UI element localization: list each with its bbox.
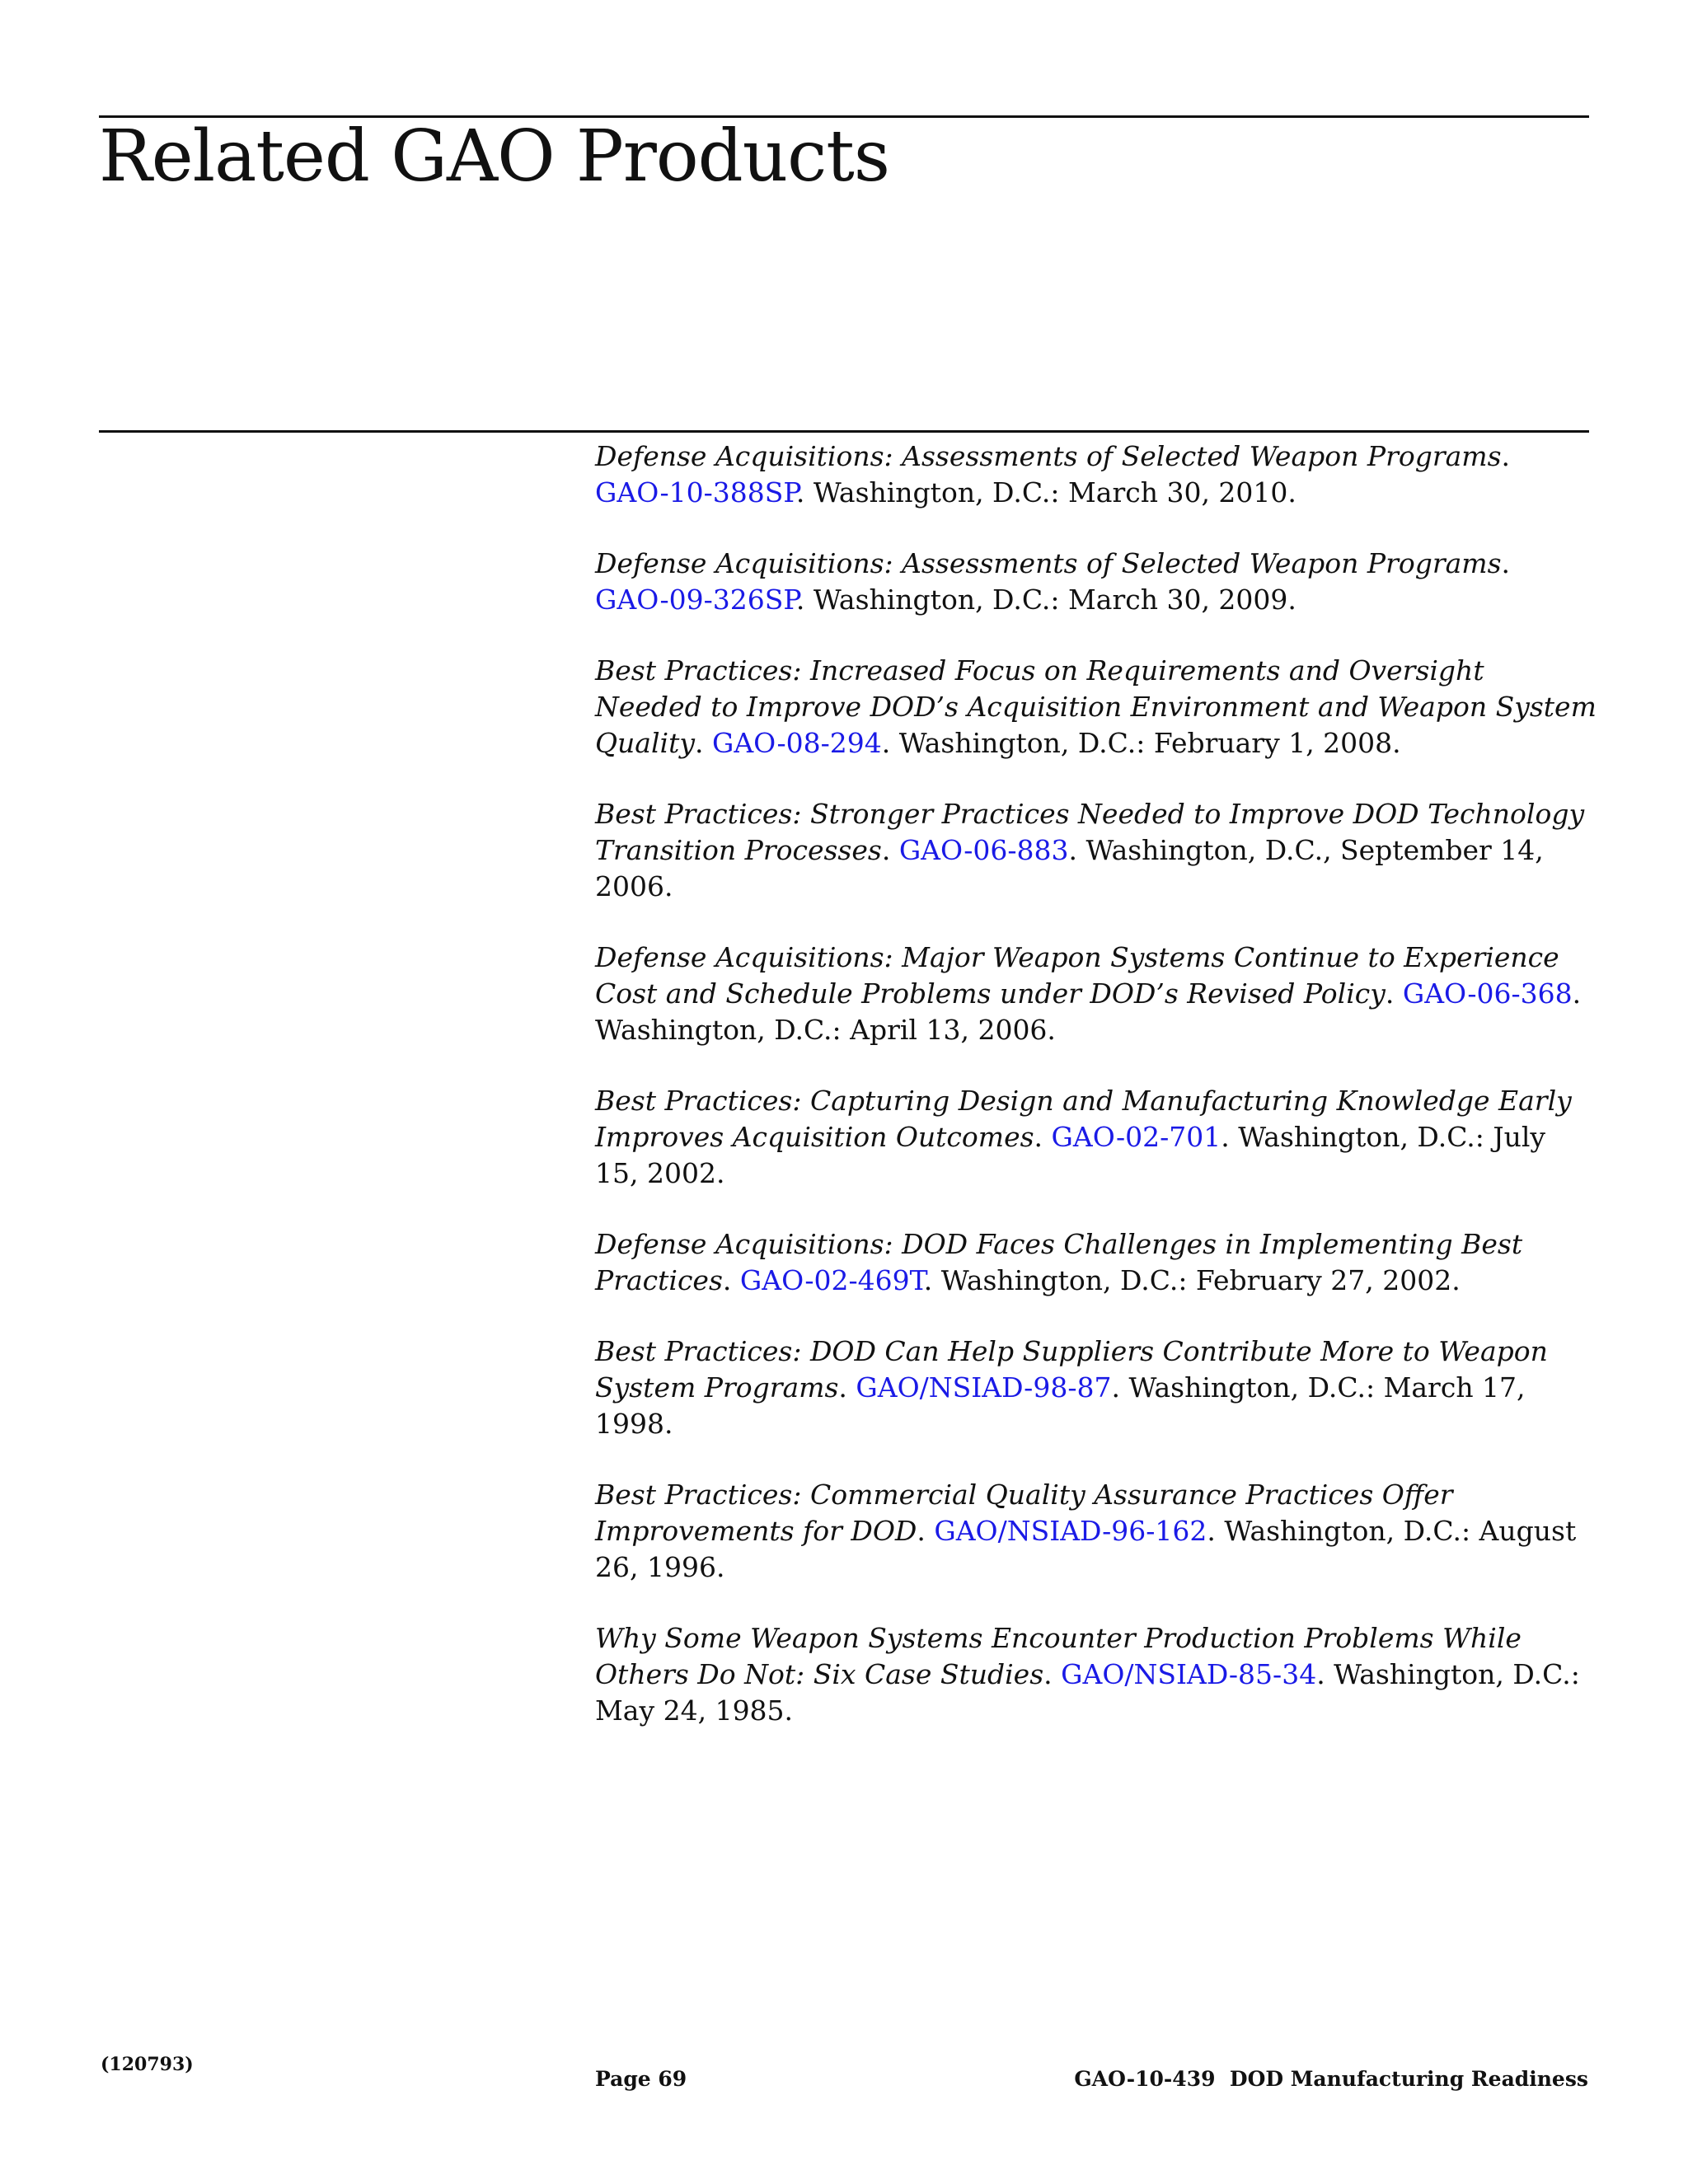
reference-item [595, 1226, 1597, 1299]
reference-item [595, 546, 1597, 618]
reference-location-date: . Washington, D.C.: February 1, 2008. [881, 727, 1401, 759]
reference-title-punct: . [838, 1371, 856, 1404]
reference-title: Defense Acquisitions: Major Weapon Systems Continue to Experience Cost and Schedule Problems under DOD’s Revised Policy [595, 941, 1559, 1010]
reference-link[interactable]: GAO-02-469T [739, 1264, 924, 1296]
reference-item [595, 653, 1597, 762]
reference-title: Best Practices: Capturing Design and Manufacturing Knowledge Early Improves Acquisition Outcomes [595, 1085, 1572, 1153]
reference-title-punct: . [1043, 1658, 1062, 1690]
reference-list [595, 438, 1597, 1764]
reference-link[interactable]: GAO-02-701 [1051, 1121, 1221, 1153]
reference-title-punct: . [1034, 1121, 1052, 1153]
reference-link[interactable]: GAO/NSIAD-96-162 [934, 1515, 1207, 1547]
reference-title: Why Some Weapon Systems Encounter Production Problems While Others Do Not: Six Case Studies [595, 1622, 1522, 1690]
reference-link[interactable]: GAO/NSIAD-98-87 [856, 1371, 1112, 1404]
reference-item [595, 796, 1597, 905]
footer-job-code: (120793) [101, 2054, 194, 2075]
reference-location-date: . Washington, D.C., September 14, 2006. [595, 834, 1544, 902]
footer-report-title: GAO-10-439 DOD Manufacturing Readiness [1074, 2067, 1588, 2091]
reference-location-date: . Washington, D.C.: July 15, 2002. [595, 1121, 1546, 1189]
reference-title: Defense Acquisitions: Assessments of Selected Weapon Programs [595, 547, 1502, 579]
reference-title-punct: . [722, 1264, 740, 1296]
reference-location-date: . Washington, D.C.: March 17, 1998. [595, 1371, 1526, 1440]
reference-title: Best Practices: Stronger Practices Needed to Improve DOD Technology Transition Processes [595, 798, 1585, 866]
page-title: Related GAO Products [99, 115, 889, 198]
reference-title-punct: . [1501, 547, 1511, 579]
reference-title-punct: . [1385, 977, 1403, 1010]
reference-location-date: . Washington, D.C.: May 24, 1985. [595, 1658, 1580, 1727]
reference-location-date: . Washington, D.C.: March 30, 2010. [795, 476, 1296, 509]
reference-link[interactable]: GAO-06-368 [1402, 977, 1573, 1010]
reference-location-date: . Washington, D.C.: April 13, 2006. [595, 977, 1582, 1046]
reference-item [595, 438, 1597, 511]
reference-item [595, 1477, 1597, 1586]
reference-link[interactable]: GAO-06-883 [898, 834, 1069, 866]
reference-location-date: . Washington, D.C.: August 26, 1996. [595, 1515, 1577, 1583]
reference-location-date: . Washington, D.C.: March 30, 2009. [795, 583, 1296, 616]
reference-link[interactable]: GAO-09-326SP [595, 583, 796, 616]
reference-link[interactable]: GAO-10-388SP [595, 476, 796, 509]
reference-title: Best Practices: DOD Can Help Suppliers Contribute More to Weapon System Programs [595, 1335, 1548, 1404]
reference-item [595, 940, 1597, 1048]
reference-title: Defense Acquisitions: Assessments of Selected Weapon Programs [595, 440, 1502, 472]
reference-title: Defense Acquisitions: DOD Faces Challenges in Implementing Best Practices [595, 1228, 1523, 1296]
footer-page-number: Page 69 [595, 2067, 687, 2091]
reference-link[interactable]: GAO/NSIAD-85-34 [1061, 1658, 1317, 1690]
reference-item [595, 1333, 1597, 1442]
reference-title-punct: . [1501, 440, 1511, 472]
reference-item [595, 1620, 1597, 1729]
reference-title-punct: . [917, 1515, 935, 1547]
section-divider [99, 430, 1589, 433]
reference-title-punct: . [881, 834, 899, 866]
reference-link[interactable]: GAO-08-294 [711, 727, 882, 759]
reference-title: Best Practices: Increased Focus on Requirements and Oversight Needed to Improve DOD’s Acquisition Environment and Weapon System Quality [595, 654, 1597, 759]
reference-title: Best Practices: Commercial Quality Assurance Practices Offer Improvements for DOD [595, 1479, 1453, 1547]
reference-location-date: . Washington, D.C.: February 27, 2002. [923, 1264, 1461, 1296]
reference-title-punct: . [695, 727, 712, 759]
reference-item [595, 1083, 1597, 1192]
